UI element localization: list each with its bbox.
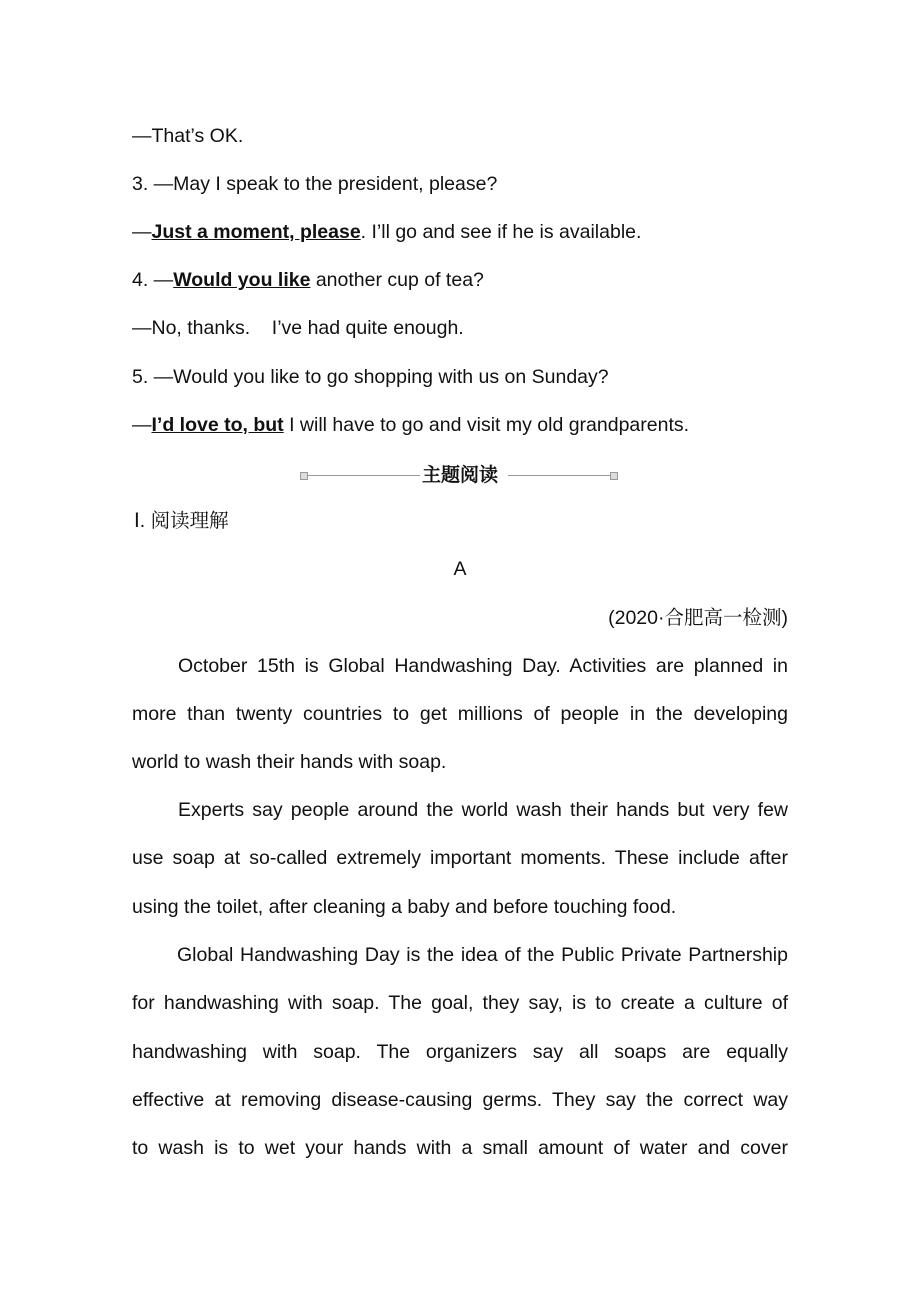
passage-label: A	[453, 558, 467, 580]
dialogue-line: —No, thanks. I’ve had quite enough.	[132, 317, 464, 339]
decor-dot	[610, 472, 618, 480]
source-note: (2020·合肥高一检测)	[608, 607, 788, 629]
passage-line: use soap at so-called extremely important moments. These include after	[132, 847, 788, 869]
dialogue-line	[132, 413, 689, 437]
section-title: 主题阅读	[421, 465, 498, 486]
passage-line: world to wash their hands with soap.	[132, 751, 447, 773]
text: another cup of tea?	[310, 269, 484, 291]
passage-line: handwashing with soap. The organizers say all soaps are equally	[132, 1041, 788, 1063]
passage-line: using the toilet, after cleaning a baby and before touching food.	[132, 896, 677, 918]
dialogue-line: —That’s OK.	[132, 125, 244, 147]
decor-line	[508, 475, 612, 476]
passage-line: October 15th is Global Handwashing Day. Activities are planned in	[178, 655, 788, 677]
text: . I’ll go and see if he is available.	[360, 221, 642, 243]
answer-underlined: I’d love to, but	[151, 414, 284, 436]
dialogue-line: 3. —May I speak to the president, please?	[132, 173, 498, 195]
answer-underlined: Just a moment, please	[151, 221, 361, 243]
text: 4. —	[132, 269, 174, 291]
dialogue-line	[132, 220, 641, 244]
dialogue-line: 5. —Would you like to go shopping with us on Sunday?	[132, 366, 609, 388]
part-heading: Ⅰ. 阅读理解	[134, 510, 229, 532]
passage-line: Experts say people around the world wash their hands but very few	[178, 799, 788, 821]
dialogue-line	[132, 268, 484, 292]
answer-underlined: Would you like	[173, 269, 311, 291]
passage-line: more than twenty countries to get millions of people in the developing	[132, 703, 788, 725]
passage-line: Global Handwashing Day is the idea of the Public Private Partnership	[177, 944, 788, 966]
section-header	[300, 464, 620, 488]
passage-line: to wash is to wet your hands with a small amount of water and cover	[132, 1137, 788, 1159]
text: —	[132, 414, 152, 436]
passage-line: for handwashing with soap. The goal, they say, is to create a culture of	[132, 992, 788, 1014]
text: —	[132, 221, 152, 243]
passage-line: effective at removing disease-causing germs. They say the correct way	[132, 1089, 788, 1111]
text: I will have to go and visit my old grandparents.	[283, 414, 690, 436]
